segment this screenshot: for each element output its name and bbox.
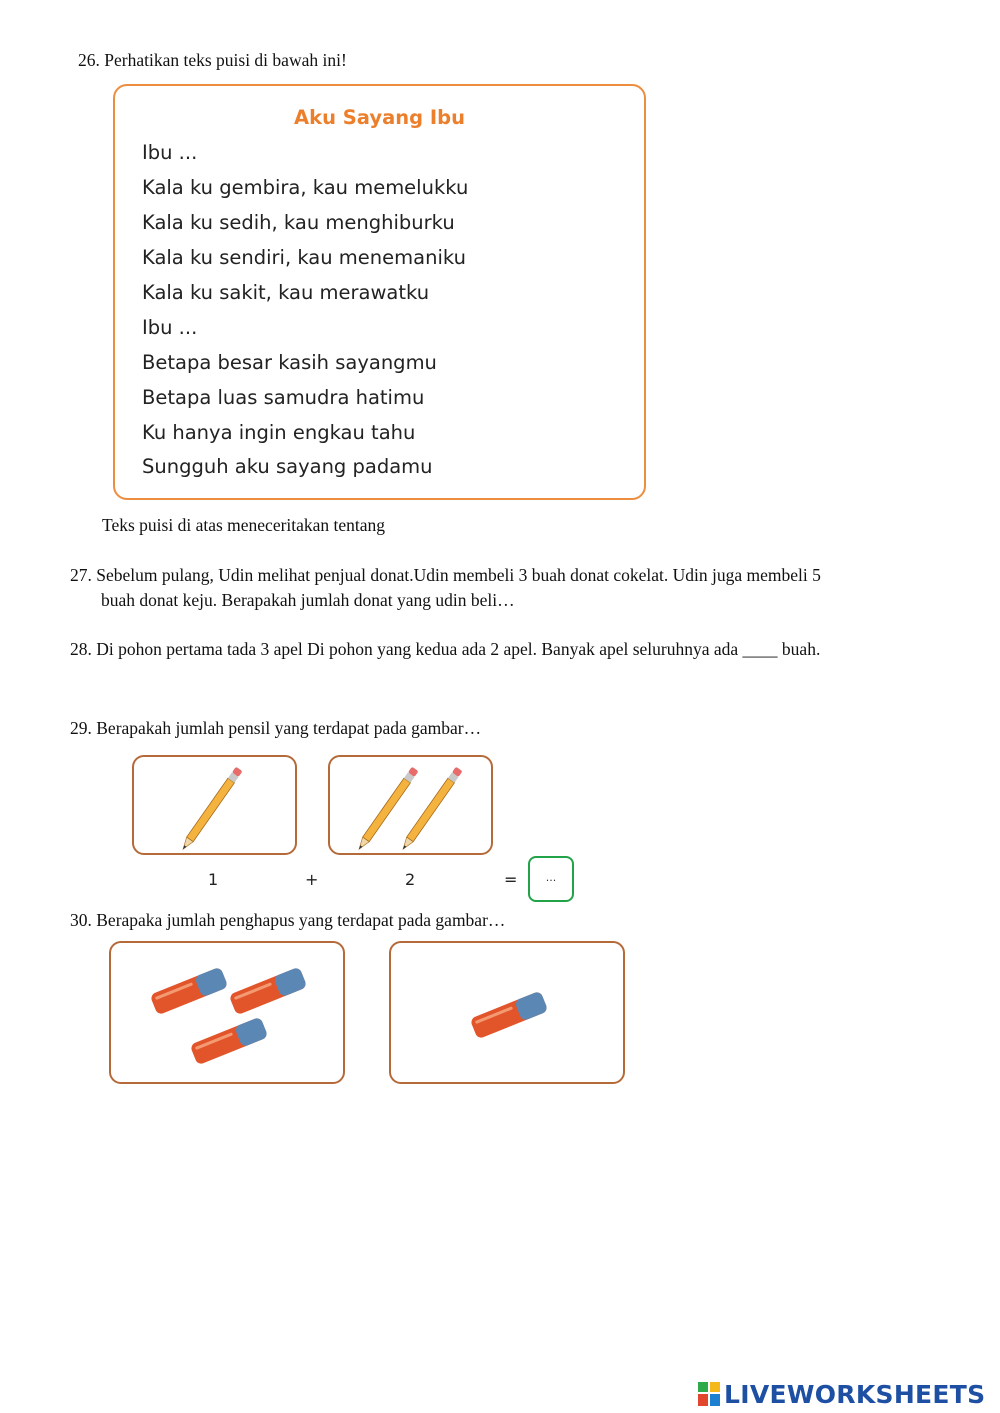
poem-line: Betapa besar kasih sayangmu	[142, 351, 437, 374]
pencil-icon	[134, 757, 295, 853]
poem-title: Aku Sayang Ibu	[294, 106, 465, 129]
question-number: 28.	[70, 639, 92, 659]
question-text: Di pohon pertama tada 3 apel Di pohon yang kedua ada 2 apel. Banyak apel seluruhnya ada ____ buah.	[96, 639, 821, 659]
eraser-picture-one	[389, 941, 625, 1084]
equation-plus: +	[305, 870, 319, 889]
question-number: 29.	[70, 718, 92, 738]
question-number: 27.	[70, 565, 92, 585]
liveworksheets-logo	[698, 1378, 985, 1410]
poem-line: Betapa luas samudra hatimu	[142, 386, 425, 409]
poem-line: Kala ku sakit, kau merawatku	[142, 281, 430, 304]
question-29	[70, 716, 481, 740]
equation-equals: =	[504, 870, 518, 889]
question-28	[70, 637, 820, 661]
poem-line: Kala ku sendiri, kau menemaniku	[142, 246, 466, 269]
pencil-picture-two	[328, 755, 493, 855]
equation-left: 1	[208, 870, 219, 889]
brand-text: LIVEWORKSHEETS	[724, 1379, 986, 1409]
pencil-picture-one	[132, 755, 297, 855]
poem-line: Kala ku sedih, kau menghiburku	[142, 211, 455, 234]
answer-box[interactable]: ...	[528, 856, 574, 902]
eraser-icon	[111, 943, 343, 1082]
question-number: 26.	[78, 50, 100, 70]
equation-right: 2	[405, 870, 416, 889]
question-text: Berapaka jumlah penghapus yang terdapat pada gambar…	[96, 910, 506, 930]
question-27	[70, 563, 821, 587]
eraser-picture-three	[109, 941, 345, 1084]
question-26-prompt: Teks puisi di atas meneceritakan tentang	[102, 515, 386, 535]
question-text-line1: Sebelum pulang, Udin melihat penjual donat.Udin membeli 3 buah donat cokelat. Udin juga membeli 5	[96, 565, 821, 585]
question-text: Berapakah jumlah pensil yang terdapat pada gambar…	[96, 718, 482, 738]
poem-line: Kala ku gembira, kau memelukku	[142, 176, 469, 199]
poem-line: Sungguh aku sayang padamu	[142, 455, 433, 478]
poem-line: Ibu ...	[142, 141, 198, 164]
poem-box	[113, 84, 646, 500]
question-27-line2: buah donat keju. Berapakah jumlah donat yang udin beli…	[101, 590, 515, 610]
eraser-icon	[391, 943, 623, 1082]
question-26	[78, 48, 347, 72]
pencil-icon	[330, 757, 491, 853]
poem-line: Ku hanya ingin engkau tahu	[142, 421, 416, 444]
poem-line: Ibu ...	[142, 316, 198, 339]
question-30	[70, 908, 505, 932]
question-number: 30.	[70, 910, 92, 930]
question-text: Perhatikan teks puisi di bawah ini!	[104, 50, 347, 70]
liveworksheets-logo-icon	[698, 1382, 720, 1406]
